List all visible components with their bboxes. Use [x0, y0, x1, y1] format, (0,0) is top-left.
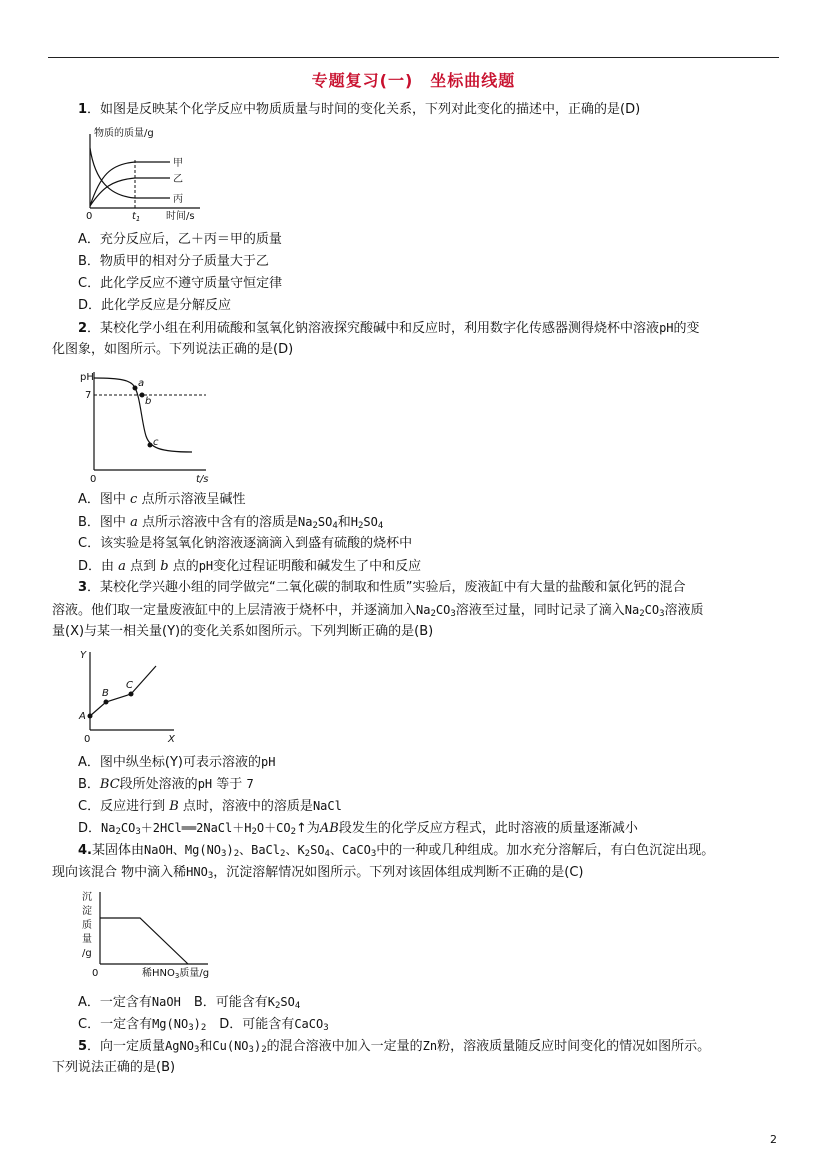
- q5-stem-line1: 5．向一定质量AgNO$_3$和$Cu(NO_3)_2$的混合溶液中加入一定量的Zn粉，溶液质量随反应时间变化的情况如图所示。: [78, 1039, 711, 1055]
- q4-xlabel: 稀$HNO_3$质量/g: [142, 968, 210, 980]
- q3-label-b: B: [102, 688, 109, 699]
- q4-ylabel-5: /g: [82, 948, 92, 959]
- q3-option-d: D．$Na_2CO_3+2HCl══2NaCl+H_2O+CO_2↑$为AB段发生的化学反应方程式，此时溶液的质量逐渐减小: [78, 821, 638, 837]
- q4-options-cd: C．一定含有$Mg(NO_3)_2$ D．可能含有CaCO$_3$: [78, 1017, 329, 1033]
- q3-chart: [76, 646, 196, 746]
- q2-chart: [80, 366, 220, 484]
- q4-ylabel-1: 沉: [82, 892, 92, 903]
- q1-option-d: D．此化学反应是分解反应: [78, 298, 232, 313]
- q2-stem-end: 的变: [673, 321, 700, 336]
- q2-label-c: c: [153, 437, 159, 448]
- q3-label-a: A: [79, 711, 86, 722]
- q3-xlabel: X: [168, 734, 175, 745]
- q1-stem-text: ．如图是反映某个化学反应中物质质量与时间的变化关系，下列对此变化的描述中，正确的是(D): [87, 102, 641, 117]
- q2-option-b: B．图中 a 点所示溶液中含有的溶质是$Na_2SO_4$和$H_2SO_4$: [78, 515, 384, 531]
- q4-options-ab: A．一定含有NaOH B．可能含有$K_2SO_4$: [78, 995, 301, 1011]
- q1-curve-jia: [90, 162, 170, 206]
- q4-ylabel-2: 淀: [82, 906, 92, 917]
- q4-ylabel-4: 量: [82, 934, 92, 945]
- q3-stem-line1: 3．某校化学兴趣小组的同学做完“二氧化碳的制取和性质”实验后，废液缸中有大量的盐酸和氯化钙的混合: [78, 580, 686, 595]
- q3-label-c: C: [126, 680, 133, 691]
- q5-number: 5: [78, 1039, 88, 1054]
- q3-polyline: [90, 666, 156, 716]
- q3-point-c: [129, 692, 134, 697]
- q2-number: 2: [78, 321, 88, 336]
- q4-chart: [80, 888, 230, 986]
- q2-origin: 0: [90, 474, 97, 485]
- q1-label-bing: 丙: [173, 194, 183, 205]
- q3-point-b: [104, 700, 109, 705]
- q2-label-b: b: [145, 396, 152, 407]
- q4-polyline: [100, 918, 188, 964]
- q2-point-a: [133, 386, 138, 391]
- q2-xlabel: t/s: [196, 474, 209, 485]
- page-title: 专题复习(一) 坐标曲线题: [311, 71, 516, 90]
- q4-ylabel-3: 质: [82, 920, 92, 931]
- q1-curve-yi: [90, 178, 170, 206]
- q1-number: 1: [78, 102, 88, 117]
- q2-option-a: A．图中 c 点所示溶液呈碱性: [78, 492, 246, 507]
- q1-option-c: C．此化学反应不遵守质量守恒定律: [78, 276, 283, 291]
- q1-option-a: A．充分反应后，乙＋丙＝甲的质量: [78, 232, 282, 247]
- q3-number: 3: [78, 580, 88, 595]
- q2-stem-ph: pH: [659, 321, 674, 335]
- q2-point-c: [148, 443, 153, 448]
- q5-stem-line2: 下列说法正确的是(B): [52, 1060, 176, 1075]
- q1-xlabel: 时间/s: [166, 211, 195, 222]
- q1-label-yi: 乙: [173, 174, 183, 185]
- q2-stem-line1: [78, 319, 700, 338]
- q3-option-a: A．图中纵坐标(Y)可表示溶液的pH: [78, 755, 276, 770]
- q3-option-b: B．BC段所处溶液的pH 等于 7: [78, 777, 254, 792]
- q1-stem: [78, 101, 640, 119]
- q2-stem-text1: ．某校化学小组在利用硫酸和氢氧化钠溶液探究酸碱中和反应时，利用数字化传感器测得烧杯中溶液: [87, 321, 660, 336]
- q2-stem-line2: 化图象，如图所示。下列说法正确的是(D): [52, 342, 294, 357]
- q3-point-a: [88, 714, 93, 719]
- q3-ylabel: Y: [80, 650, 87, 661]
- q2-ylabel: pH: [80, 372, 94, 383]
- page-number: 2: [770, 1133, 777, 1146]
- q4-number: 4.: [78, 843, 92, 858]
- q1-option-b: B．物质甲的相对分子质量大于乙: [78, 254, 269, 269]
- q1-ylabel: 物质的质量/g: [94, 128, 154, 139]
- q4-origin: 0: [92, 968, 99, 979]
- q3-stem-line3: 量(X)与某一相关量(Y)的变化关系如图所示。下列判断正确的是(B): [52, 624, 434, 639]
- q3-stem-line2: 溶液。他们取一定量废液缸中的上层清液于烧杯中，并逐滴加入$Na_2CO_3$溶液至过量，同时记录了滴入$Na_2CO_3$溶液质: [52, 603, 704, 619]
- q1-chart: [80, 126, 210, 221]
- q2-option-d: D．由 a 点到 b 点的pH变化过程证明酸和碱发生了中和反应: [78, 559, 422, 574]
- q2-ph-curve: [94, 378, 192, 452]
- q4-stem-line1: 4.某固体由NaOH、$Mg(NO_3)_2$、BaCl$_2$、$K_2SO_4$、CaCO$_3$中的一种或几种组成。加水充分溶解后，有白色沉淀出现。: [78, 843, 715, 859]
- q2-label-a: a: [138, 378, 145, 389]
- q1-label-jia: 甲: [173, 158, 183, 169]
- q2-point-b: [140, 393, 145, 398]
- q2-seven: 7: [85, 390, 92, 401]
- q4-stem-line2: 现向该混合 物中滴入稀$HNO_3$，沉淀溶解情况如图所示。下列对该固体组成判断不正确的是(C): [52, 865, 584, 881]
- q3-origin: 0: [84, 734, 91, 745]
- q1-origin: 0: [86, 211, 93, 222]
- q2-option-c: C．该实验是将氢氧化钠溶液逐滴滴入到盛有硫酸的烧杯中: [78, 536, 413, 551]
- header-rule: [48, 57, 779, 58]
- q1-tick-t1: $t_1$: [132, 211, 141, 223]
- q3-option-c: C．反应进行到 B 点时，溶液中的溶质是NaCl: [78, 799, 342, 814]
